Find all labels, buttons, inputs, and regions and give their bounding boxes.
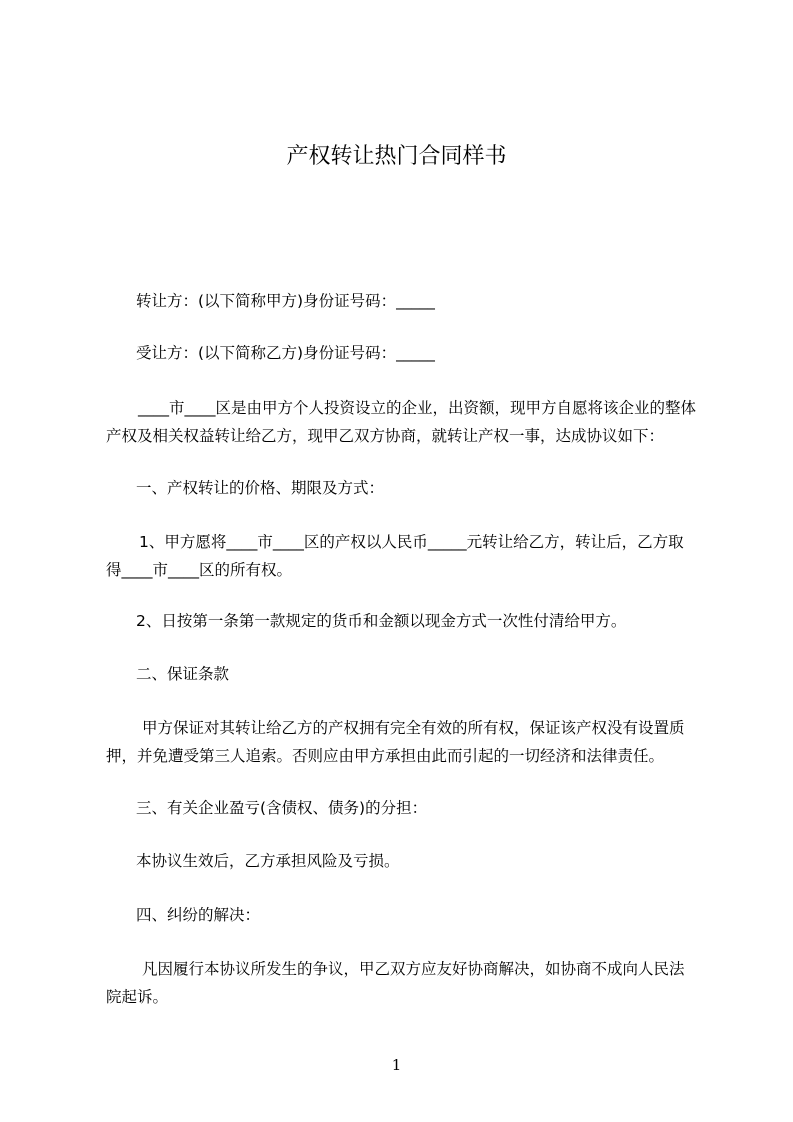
section-2-heading: 二、保证条款 xyxy=(136,665,230,683)
section-3-heading: 三、有关企业盈亏(含债权、债务)的分担： xyxy=(136,799,428,817)
clause-1-1: 1、甲方愿将____市____区的产权以人民币_____元转让给乙方，转让后，乙方取得____市____区的所有权。 xyxy=(106,533,684,579)
transferor-line: 转让方：(以下简称甲方)身份证号码：_____ xyxy=(136,292,435,310)
document-title: 产权转让热门合同样书 xyxy=(286,144,507,169)
dispute-paragraph: 凡因履行本协议所发生的争议，甲乙双方应友好协商解决，如协商不成向人民法院起诉。 xyxy=(106,960,685,1006)
section-1-heading: 一、产权转让的价格、期限及方式： xyxy=(136,479,385,497)
profit-loss-paragraph: 本协议生效后，乙方承担风险及亏损。 xyxy=(136,852,400,870)
intro-paragraph: ____市____区是由甲方个人投资设立的企业，出资额，现甲方自愿将该企业的整体产权及相关权益转让给乙方，现甲乙双方协商，就转让产权一事，达成协议如下： xyxy=(106,399,697,445)
page-number: 1 xyxy=(391,1056,402,1074)
clause-1-2: 2、日按第一条第一款规定的货币和金额以现金方式一次性付清给甲方。 xyxy=(136,612,627,630)
guarantee-paragraph: 甲方保证对其转让给乙方的产权拥有完全有效的所有权，保证该产权没有设置质押，并免遭受第三人追索。否则应由甲方承担由此而引起的一切经济和法律责任。 xyxy=(106,719,685,765)
section-4-heading: 四、纠纷的解决： xyxy=(136,906,261,924)
transferee-line: 受让方：(以下简称乙方)身份证号码：_____ xyxy=(136,344,435,362)
